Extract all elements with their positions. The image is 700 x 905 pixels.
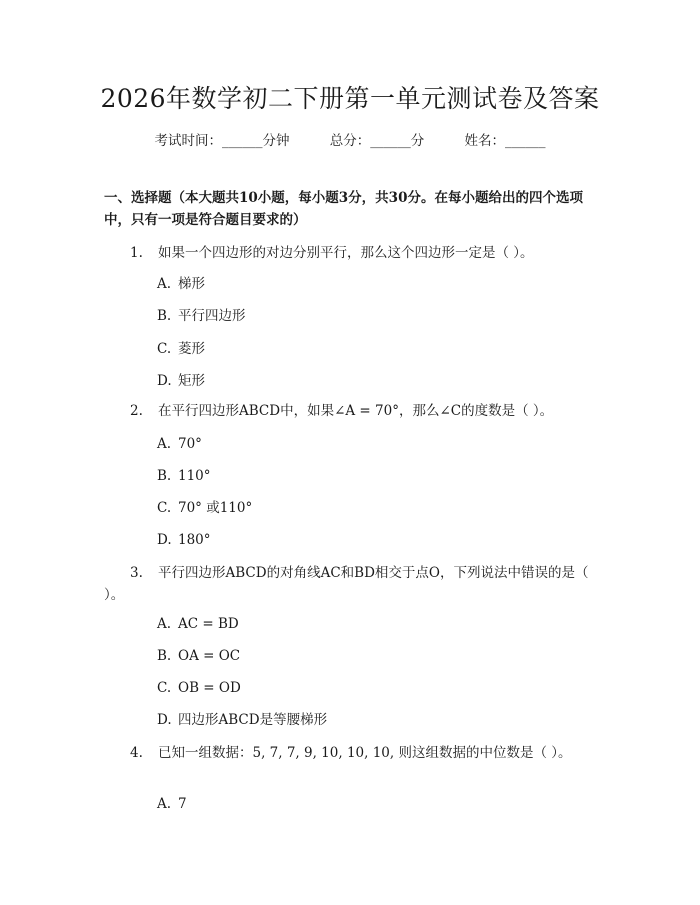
option-letter: D.: [157, 373, 172, 389]
option-1a: [157, 274, 205, 294]
option-3d: [157, 710, 327, 730]
option-text: 梯形: [178, 276, 205, 292]
question-text: 在平行四边形ABCD中，如果∠A = 70°，那么∠C的度数是（ ）。: [158, 403, 554, 419]
option-2d: [157, 530, 211, 550]
option-letter: C.: [157, 341, 172, 357]
option-letter: A.: [157, 796, 172, 812]
option-2a: [157, 434, 202, 454]
option-text: 7: [178, 796, 187, 812]
option-3b: [157, 646, 240, 666]
option-1c: [157, 339, 205, 359]
total-score-field: 总分：______分: [329, 133, 425, 149]
option-text: 70°: [178, 436, 202, 452]
option-4a: [157, 794, 187, 814]
question-text: 平行四边形ABCD的对角线AC和BD相交于点O，下列说法中错误的是（ ）。: [104, 565, 589, 603]
question-4: [104, 742, 594, 764]
question-1: [104, 242, 594, 264]
option-1d: [157, 371, 205, 391]
option-letter: D.: [157, 532, 172, 548]
option-text: 180°: [178, 532, 211, 548]
page-title: 2026年数学初二下册第一单元测试卷及答案: [100, 84, 600, 113]
option-1b: [157, 306, 246, 326]
question-number: 1.: [130, 245, 143, 261]
exam-time-field: 考试时间：______分钟: [154, 133, 290, 149]
question-3: [104, 562, 594, 606]
option-text: 平行四边形: [178, 308, 246, 324]
option-text: 菱形: [178, 341, 205, 357]
option-text: OB = OD: [178, 680, 241, 696]
question-number: 2.: [130, 403, 143, 419]
option-text: 70° 或110°: [178, 500, 253, 516]
option-letter: B.: [157, 648, 172, 664]
option-text: 矩形: [178, 373, 205, 389]
exam-info-line: [0, 131, 700, 151]
question-2: [104, 400, 594, 422]
option-letter: A.: [157, 436, 172, 452]
option-text: 四边形ABCD是等腰梯形: [178, 712, 328, 728]
section-heading: 一、选择题（本大题共10小题，每小题3分，共30分。在每小题给出的四个选项中，只有一项是符合题目要求的）: [104, 190, 583, 228]
option-text: OA = OC: [178, 648, 241, 664]
option-text: AC = BD: [178, 616, 239, 632]
option-letter: C.: [157, 680, 172, 696]
option-letter: A.: [157, 276, 172, 292]
option-letter: B.: [157, 308, 172, 324]
option-text: 110°: [178, 468, 211, 484]
question-text: 如果一个四边形的对边分别平行，那么这个四边形一定是（ ）。: [158, 245, 534, 261]
option-letter: D.: [157, 712, 172, 728]
option-letter: C.: [157, 500, 172, 516]
question-text: 已知一组数据：5, 7, 7, 9, 10, 10, 10, 则这组数据的中位数是（ ）。: [158, 745, 572, 761]
question-number: 3.: [130, 565, 143, 581]
option-3c: [157, 678, 241, 698]
question-number: 4.: [130, 745, 143, 761]
option-2c: [157, 498, 252, 518]
student-name-field: 姓名：______: [464, 133, 546, 149]
option-letter: A.: [157, 616, 172, 632]
option-3a: [157, 614, 239, 634]
option-letter: B.: [157, 468, 172, 484]
option-2b: [157, 466, 211, 486]
